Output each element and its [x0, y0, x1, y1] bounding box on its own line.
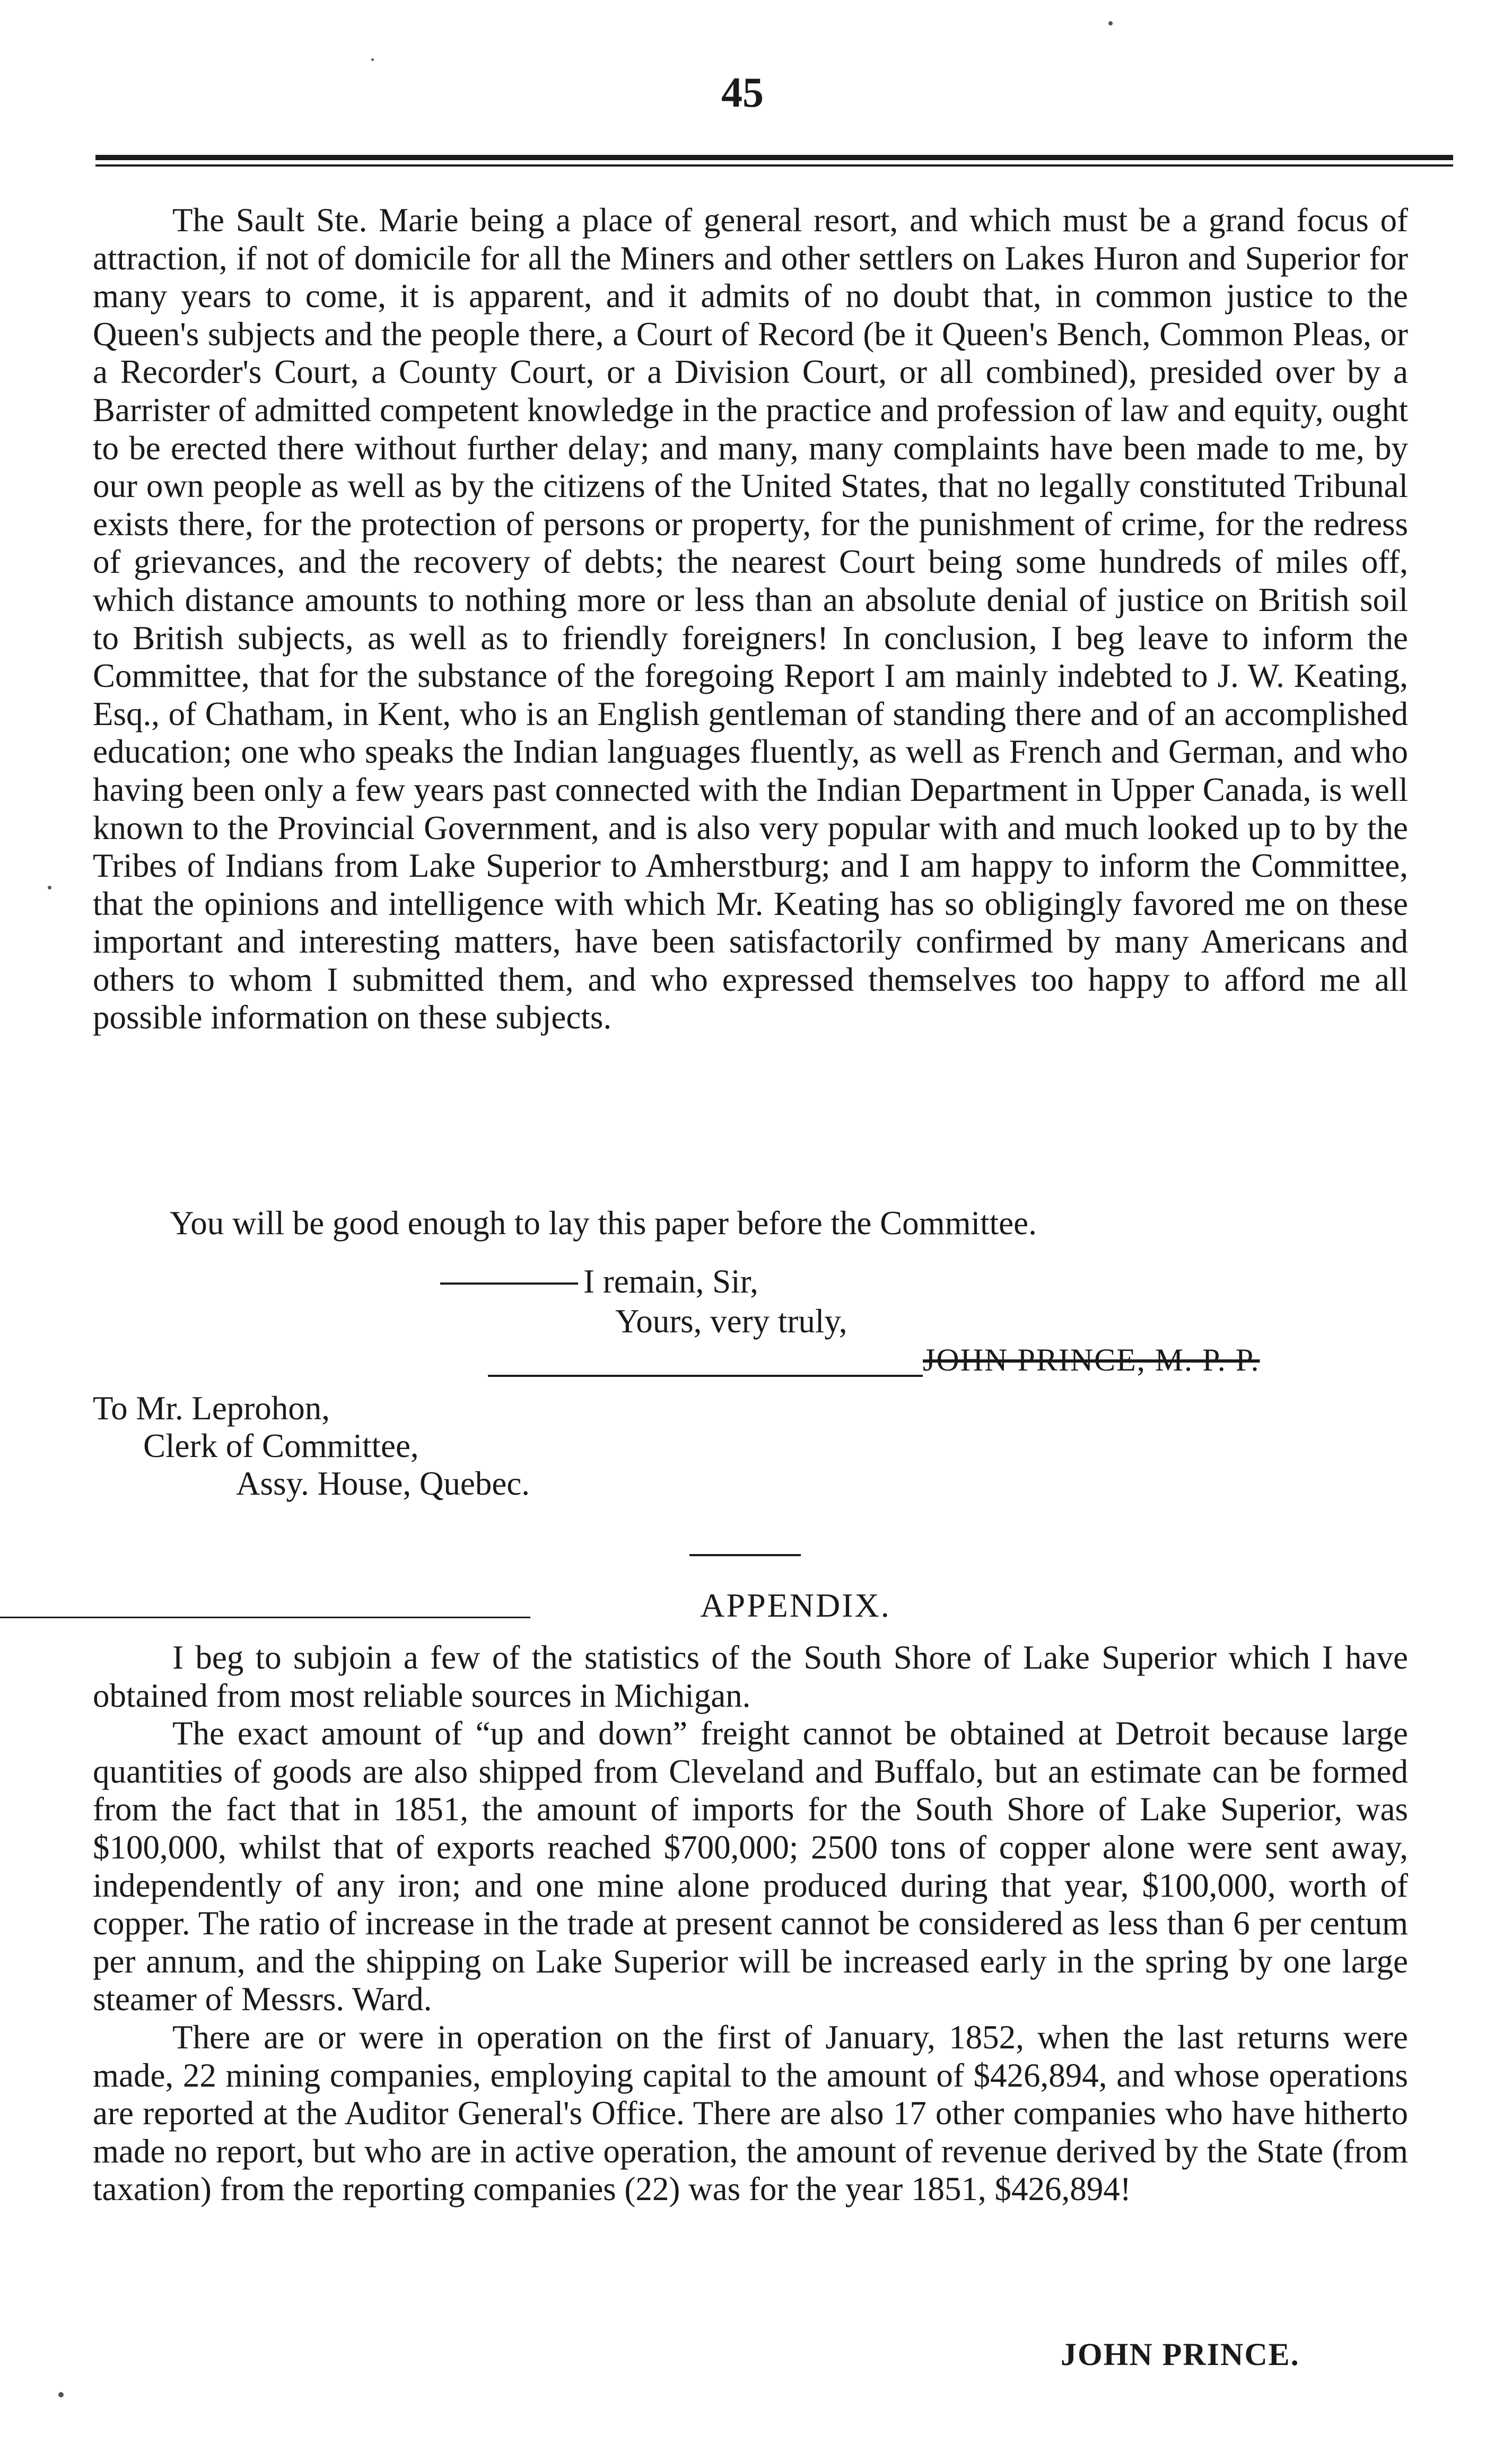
appendix-side-line [0, 1617, 530, 1618]
addressee-name: To Mr. Leprohon, [93, 1390, 330, 1427]
addressee-location: Assy. House, Quebec. [236, 1465, 530, 1502]
page-number: 45 [721, 69, 764, 116]
appendix-heading: APPENDIX. [700, 1586, 891, 1624]
paper-speck [48, 886, 51, 889]
signature-line [488, 1375, 923, 1377]
letter-body [93, 202, 1408, 1037]
appendix-paragraph: The exact amount of “up and down” freight cannot be obtained at Detroit because large quantities of goods are also shipped from Cleveland and Buffalo, but an estimate can be formed from the fact that in 1851, the amount of imports for the South Shore of Lake Superior, was $100,000, whilst that of exports reached $700,000; 2500 tons of copper alone were sent away, independently of any iron; and one mine alone produced during that year, $100,000, worth of copper. The ratio of increase in the trade at present cannot be considered as less than 6 per centum per annum, and the shipping on Lake Superior will be increased early in the spring by one large steamer of Messrs. Ward. [93, 1715, 1408, 2018]
paper-speck [371, 58, 374, 61]
appendix-body [93, 1639, 1408, 2209]
appendix-signature: JOHN PRINCE. [1061, 2337, 1300, 2372]
section-divider [689, 1554, 801, 1556]
closing-remain: I remain, Sir, [583, 1263, 758, 1300]
paper-speck [1108, 21, 1113, 25]
closing-line: You will be good enough to lay this paper before the Committee. [170, 1205, 1037, 1242]
addressee-title: Clerk of Committee, [143, 1427, 419, 1464]
letter-paragraph: The Sault Ste. Marie being a place of general resort, and which must be a grand focus of attraction, if not of domicile for all the Miners and other settlers on Lakes Huron and Superior for many years to come, it is apparent, and it admits of no doubt that, in common justice to the Queen's subjects and the people there, a Court of Record (be it Queen's Bench, Common Pleas, or a Recorder's Court, a County Court, or a Division Court, or all combined), presided over by a Barrister of admitted competent knowledge in the practice and profession of law and equity, ought to be erected there without further delay; and many, many complaints have been made to me, by our own people as well as by the citizens of the United States, that no legally constituted Tribunal exists there, for the protection of persons or property, for the punishment of crime, for the redress of grievances, and the recovery of debts; the nearest Court being some hundreds of miles off, which distance amounts to nothing more or less than an absolute denial of justice on British soil to British subjects, as well as to friendly foreigners! In conclusion, I beg leave to inform the Committee, that for the substance of the foregoing Report I am mainly indebted to J. W. Keating, Esq., of Chatham, in Kent, who is an English gentleman of standing there and of an accomplished education; one who speaks the Indian languages fluently, as well as French and German, and who having been only a few years past connected with the Indian Department in Upper Canada, is well known to the Provincial Government, and is also very popular with and much looked up to by the Tribes of Indians from Lake Superior to Amherstburg; and I am happy to inform the Committee, that the opinions and intelligence with which Mr. Keating has so obligingly favored me on these important and interesting matters, have been satisfactorily confirmed by many Americans and others to whom I submitted them, and who expressed themselves too happy to afford me all possible information on these subjects. [93, 202, 1408, 1036]
appendix-paragraph: I beg to subjoin a few of the statistics of the South Shore of Lake Superior which I have obtained from most reliable sources in Michigan. [93, 1639, 1408, 1714]
appendix-paragraph: There are or were in operation on the first of January, 1852, when the last returns were made, 22 mining companies, employing capital to the amount of $426,894, and whose operations are reported at the Auditor General's Office. There are also 17 other companies who have hitherto made no report, but who are in active operation, the amount of revenue derived by the State (from taxation) from the reporting companies (22) was for the year 1851, $426,894! [93, 2018, 1408, 2208]
signature-dash-line [440, 1282, 578, 1285]
header-rule-thick [95, 155, 1453, 160]
author-signature: JOHN PRINCE, M. P. P. [923, 1342, 1260, 1377]
addressee-block [93, 1390, 530, 1503]
paper-speck [58, 2392, 64, 2397]
closing-yours: Yours, very truly, [615, 1303, 847, 1340]
header-rule-thin [95, 164, 1453, 167]
